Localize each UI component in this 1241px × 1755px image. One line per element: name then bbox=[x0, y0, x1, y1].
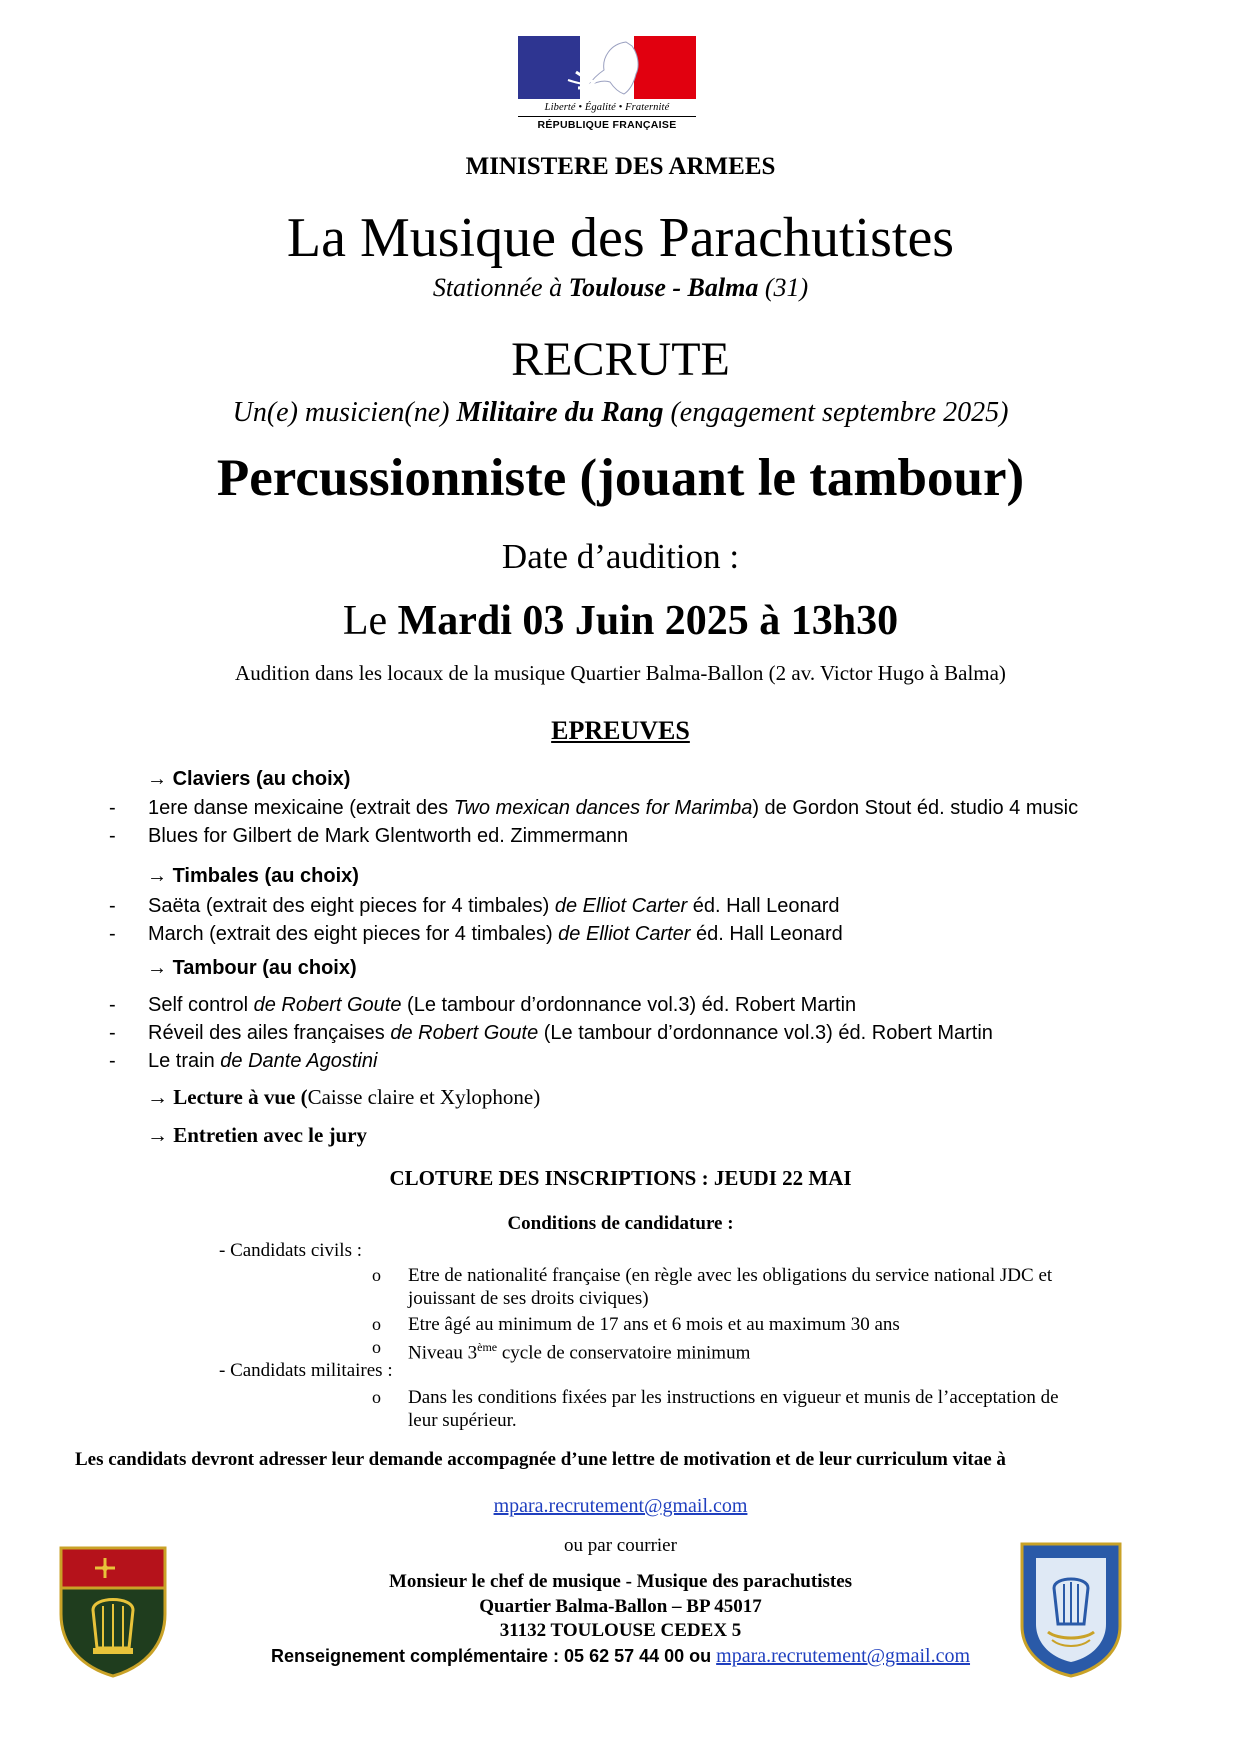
date-value bbox=[0, 597, 1241, 645]
text-italic: Two mexican dances for Marimba bbox=[453, 797, 753, 819]
text-part: Niveau 3 bbox=[408, 1342, 478, 1364]
text-part: Réveil des ailes françaises bbox=[148, 1022, 391, 1044]
address-line-3: 31132 TOULOUSE CEDEX 5 bbox=[499, 1620, 742, 1641]
category-claviers bbox=[147, 768, 350, 791]
text-part: Self control bbox=[148, 994, 254, 1016]
category-entretien bbox=[147, 1123, 367, 1148]
text-italic: de Robert Goute bbox=[390, 1022, 539, 1044]
logo-motto: Liberté • Égalité • Fraternité bbox=[544, 102, 670, 113]
list-item bbox=[0, 797, 1241, 823]
list-dash: - bbox=[109, 1050, 116, 1072]
email-link[interactable]: mpara.recrutement@gmail.com bbox=[493, 1495, 748, 1517]
category-lecture bbox=[147, 1085, 540, 1110]
list-item bbox=[0, 1050, 1241, 1076]
list-item-text bbox=[148, 1050, 377, 1073]
category-label: Claviers (au choix) bbox=[172, 768, 351, 790]
address-line-1: Monsieur le chef de musique - Musique des parachutistes bbox=[388, 1571, 853, 1592]
subtitle-suffix: (31) bbox=[758, 273, 809, 302]
list-dash: - bbox=[109, 1022, 116, 1044]
text-italic: de Elliot Carter bbox=[554, 895, 688, 917]
date-prefix: Le bbox=[342, 598, 398, 644]
page-title: La Musique des Parachutistes bbox=[286, 207, 955, 269]
list-item bbox=[0, 994, 1241, 1020]
logo-republique: RÉPUBLIQUE FRANÇAISE bbox=[537, 119, 677, 131]
list-item-text bbox=[148, 923, 843, 946]
condition-item: Etre âgé au minimum de 17 ans et 6 mois et au maximum 30 ans bbox=[408, 1314, 900, 1335]
text-part: (Le tambour d’ordonnance vol.3) éd. Robert Martin bbox=[401, 994, 857, 1016]
conditions-title: Conditions de candidature : bbox=[507, 1213, 734, 1234]
info-label: Renseignement complémentaire : 05 62 57 44 00 ou bbox=[270, 1646, 717, 1666]
category-label: Timbales (au choix) bbox=[172, 865, 359, 887]
arrow-right-icon: → bbox=[147, 957, 167, 979]
epreuves-heading: EPREUVES bbox=[551, 716, 690, 745]
list-item bbox=[0, 1022, 1241, 1048]
condition-item bbox=[408, 1336, 1128, 1364]
list-dash: - bbox=[109, 895, 116, 917]
list-item-text bbox=[148, 797, 1078, 820]
ministere-heading: MINISTERE DES ARMEES bbox=[465, 153, 776, 180]
bullet-icon: o bbox=[372, 1314, 381, 1334]
commandement-musiques-badge-icon bbox=[1018, 1540, 1124, 1680]
list-item bbox=[0, 825, 1241, 851]
poste-rank: Militaire du Rang bbox=[456, 397, 664, 428]
text-italic: de Dante Agostini bbox=[220, 1050, 378, 1072]
category-label: Lecture à vue ( bbox=[173, 1085, 308, 1109]
parachutistes-badge-icon bbox=[57, 1544, 169, 1680]
poste-line bbox=[0, 397, 1241, 429]
subtitle bbox=[0, 273, 1241, 303]
arrow-right-icon: → bbox=[147, 1123, 168, 1147]
text-part: éd. Hall Leonard bbox=[687, 895, 840, 917]
text-part: 1ere danse mexicaine (extrait des bbox=[148, 797, 454, 819]
bullet-icon: o bbox=[372, 1337, 381, 1357]
list-item-text: Blues for Gilbert de Mark Glentworth ed. Zimmermann bbox=[148, 825, 629, 847]
text-italic: de Robert Goute bbox=[253, 994, 402, 1016]
condition-line: Dans les conditions fixées par les instructions en vigueur et munis de l’acceptation de bbox=[408, 1387, 1059, 1408]
bullet-icon: o bbox=[372, 1387, 381, 1407]
condition-item bbox=[408, 1264, 1128, 1310]
poste-suffix: (engagement septembre 2025) bbox=[663, 397, 1009, 428]
list-item bbox=[0, 895, 1241, 921]
demande-text: Les candidats devront adresser leur demande accompagnée d’une lettre de motivation et de leur curriculum vitae à bbox=[75, 1449, 1006, 1470]
list-dash: - bbox=[109, 825, 116, 847]
recrute-heading: RECRUTE bbox=[511, 333, 730, 386]
condition-line: jouissant de ses droits civiques) bbox=[408, 1288, 649, 1309]
logo-divider bbox=[518, 116, 696, 117]
condition-item bbox=[408, 1386, 1128, 1432]
courrier-text: ou par courrier bbox=[564, 1535, 677, 1556]
list-item-text bbox=[148, 895, 839, 918]
text-part: éd. Hall Leonard bbox=[690, 923, 843, 945]
list-item-text bbox=[148, 1022, 993, 1045]
category-timbales bbox=[147, 865, 359, 888]
info-email-link[interactable]: mpara.recrutement@gmail.com bbox=[716, 1645, 971, 1667]
marianne-flag-icon bbox=[518, 36, 696, 99]
candidats-militaires-label: - Candidats militaires : bbox=[219, 1360, 393, 1381]
text-part: cycle de conservatoire minimum bbox=[497, 1342, 751, 1364]
subtitle-prefix: Stationnée à bbox=[432, 273, 569, 302]
audition-lieu: Audition dans les locaux de la musique Quartier Balma-Ballon (2 av. Victor Hugo à Balma) bbox=[235, 661, 1006, 685]
date-label: Date d’audition : bbox=[501, 537, 740, 576]
list-dash: - bbox=[109, 923, 116, 945]
list-item bbox=[0, 923, 1241, 949]
arrow-right-icon: → bbox=[147, 865, 167, 887]
arrow-right-icon: → bbox=[147, 1085, 168, 1109]
condition-line: leur supérieur. bbox=[408, 1410, 517, 1431]
category-detail: Caisse claire et Xylophone) bbox=[307, 1085, 541, 1109]
text-part: Saëta (extrait des eight pieces for 4 timbales) bbox=[148, 895, 555, 917]
category-label: Entretien avec le jury bbox=[173, 1123, 368, 1147]
candidats-civils-label: - Candidats civils : bbox=[219, 1240, 363, 1261]
text-superscript: ème bbox=[477, 1340, 498, 1354]
condition-line: Etre de nationalité française (en règle avec les obligations du service national JDC et bbox=[408, 1265, 1053, 1286]
text-part: ) de Gordon Stout éd. studio 4 music bbox=[752, 797, 1079, 819]
republique-francaise-logo bbox=[518, 36, 696, 140]
date-bold: Mardi 03 Juin 2025 à 13h30 bbox=[397, 598, 899, 644]
subtitle-place: Toulouse - Balma bbox=[568, 273, 759, 302]
text-part: March (extrait des eight pieces for 4 timbales) bbox=[148, 923, 559, 945]
instrument-heading: Percussionniste (jouant le tambour) bbox=[216, 449, 1025, 507]
address-line-2: Quartier Balma-Ballon – BP 45017 bbox=[479, 1596, 762, 1617]
list-dash: - bbox=[109, 994, 116, 1016]
text-italic: de Elliot Carter bbox=[558, 923, 691, 945]
text-part: Le train bbox=[148, 1050, 221, 1072]
category-tambour bbox=[147, 957, 357, 980]
bullet-icon: o bbox=[372, 1265, 381, 1285]
category-label: Tambour (au choix) bbox=[172, 957, 357, 979]
list-dash: - bbox=[109, 797, 116, 819]
poste-prefix: Un(e) musicien(ne) bbox=[232, 397, 457, 428]
list-item-text bbox=[148, 994, 856, 1017]
arrow-right-icon: → bbox=[147, 768, 167, 790]
text-part: (Le tambour d’ordonnance vol.3) éd. Robert Martin bbox=[538, 1022, 993, 1044]
cloture-inscriptions: CLOTURE DES INSCRIPTIONS : JEUDI 22 MAI bbox=[389, 1166, 852, 1190]
